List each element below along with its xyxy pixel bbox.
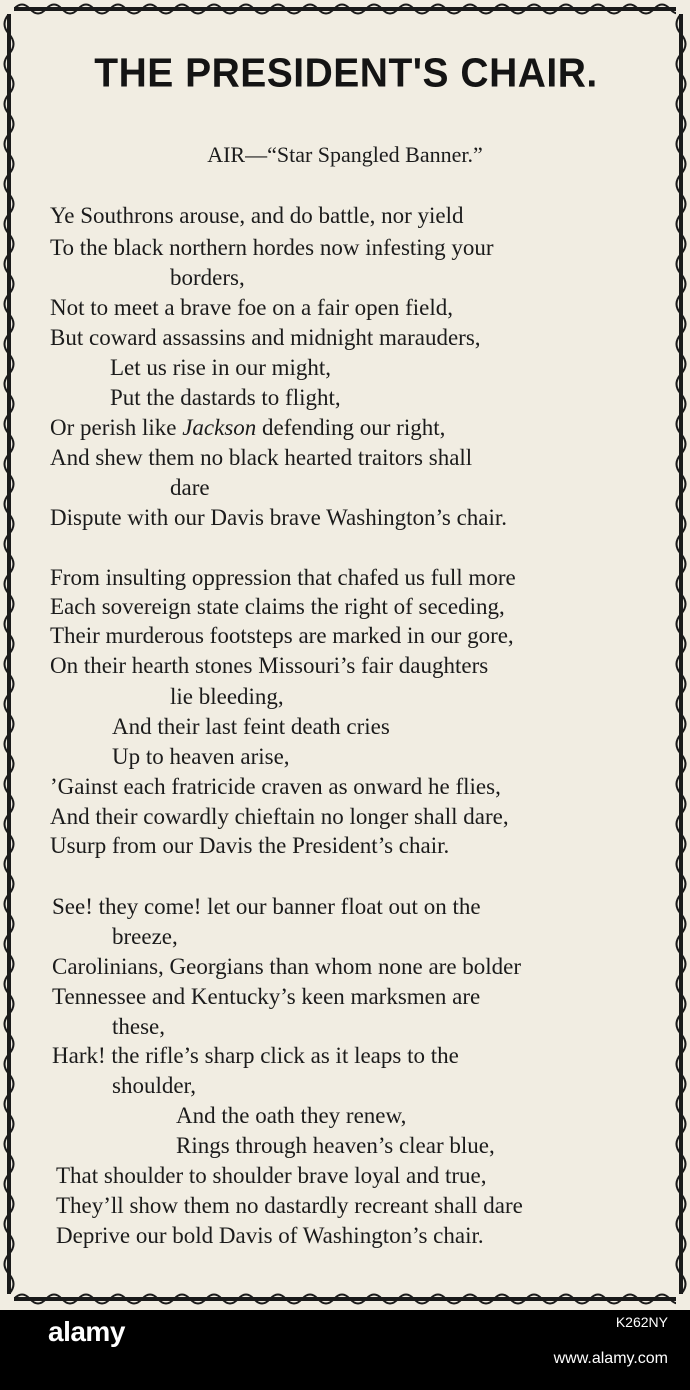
poem-line: dare [170, 475, 210, 500]
poem-line: Usurp from our Davis the President’s chair. [50, 833, 450, 858]
poem-line: Rings through heaven’s clear blue, [176, 1133, 495, 1158]
poem-line: Ye Southrons arouse, and do battle, nor yield [50, 203, 464, 228]
poem-line: And their last feint death cries [112, 714, 390, 739]
poem-line: Their murderous footsteps are marked in our gore, [50, 623, 514, 648]
poem-line: That shoulder to shoulder brave loyal and true, [56, 1163, 487, 1188]
poem-line: lie bleeding, [170, 684, 284, 709]
poem-line: See! they come! let our banner float out on the [52, 894, 481, 919]
brand-logo: alamy [48, 1316, 125, 1347]
poem-line: Up to heaven arise, [112, 744, 290, 769]
poem-line: Tennessee and Kentucky’s keen marksmen are [52, 984, 481, 1009]
poem-line: And shew them no black hearted traitors shall [50, 445, 473, 470]
poem-line: They’ll show them no dastardly recreant shall dare [56, 1193, 523, 1218]
poem-line: But coward assassins and midnight marauders, [50, 325, 481, 350]
poem-line: To the black northern hordes now infesting your [50, 235, 494, 260]
poem-line: From insulting oppression that chafed us full more [50, 565, 516, 590]
italic-name: Jackson [182, 415, 257, 440]
poem-line: ’Gainst each fratricide craven as onward he flies, [50, 774, 501, 799]
poem-line: And their cowardly chieftain no longer shall dare, [50, 804, 509, 829]
poem-text: defending our right, [256, 415, 446, 440]
poem-line: borders, [170, 265, 245, 290]
poem-line: And the oath they renew, [176, 1103, 407, 1128]
poem-line: Hark! the rifle’s sharp click as it leaps to the [52, 1043, 459, 1068]
poem-line: Dispute with our Davis brave Washington’s chair. [50, 505, 508, 530]
poem-line: Let us rise in our might, [110, 355, 332, 380]
poem-line: Put the dastards to flight, [110, 385, 341, 410]
poem-line: Deprive our bold Davis of Washington’s chair. [56, 1223, 484, 1248]
image-id: K262NY [615, 1314, 668, 1330]
poem-line: Carolinians, Georgians than whom none are bolder [52, 954, 522, 979]
watermark-url: www.alamy.com [553, 1350, 668, 1367]
tune-attribution: AIR—“Star Spangled Banner.” [207, 142, 483, 167]
poem-line: breeze, [112, 924, 178, 949]
poem-line: shoulder, [112, 1073, 197, 1098]
poem-line [50, 413, 445, 443]
poem-line: Not to meet a brave foe on a fair open field, [50, 295, 453, 320]
poem-line: On their hearth stones Missouri’s fair daughters [50, 653, 489, 678]
poem-line: Each sovereign state claims the right of seceding, [50, 594, 505, 619]
poem-line: these, [112, 1014, 166, 1039]
document-title: THE PRESIDENT'S CHAIR. [94, 50, 598, 97]
poem-text: Or perish like [50, 415, 183, 440]
